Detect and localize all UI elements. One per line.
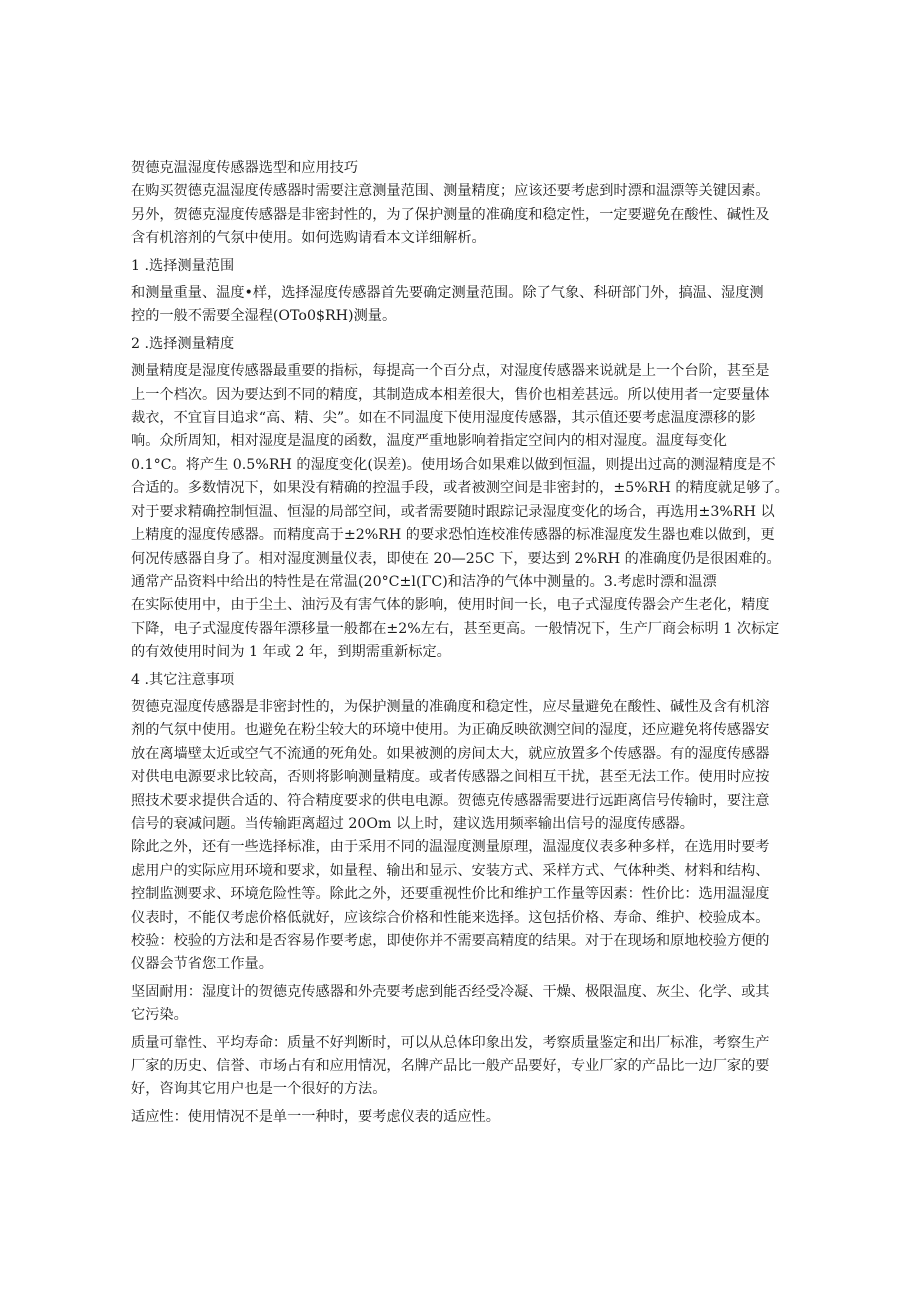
quality-line: 好，咨询其它用户也是一个很好的方法。 (131, 1081, 387, 1098)
quality-line: 质量可靠性、平均寿命：质量不好判断时，可以从总体印象出发，考察质量鉴定和出厂标准，考察生产 (131, 1034, 770, 1051)
section2-line: 在实际使用中，由于尘土、油污及有害气体的影响，使用时间一长，电子式湿度传器会产生老化，精度 (131, 597, 770, 614)
section1-line: 和测量重量、温度•样，选择湿度传感器首先要确定测量范围。除了气象、科研部门外，搞温、湿度测 (131, 285, 764, 302)
intro-line: 另外，贺德克湿度传感器是非密封性的，为了保护测量的准确度和稳定性，一定要避免在酸性、碱性及 (131, 206, 770, 223)
section2-line: 合适的。多数情况下，如果没有精确的控温手段，或者被测空间是非密封的，±5%RH 的精度就足够了。 (131, 480, 789, 497)
doc-title: 贺德克温湿度传感器选型和应用技巧 (131, 160, 359, 176)
section1-line: 控的一般不需要全湿程(OTo0$RH)测量。 (131, 308, 397, 325)
section2-line: 通常产品资料中给出的特性是在常温(20°C±l(ΓC)和洁净的气体中测量的。3.考虑时漂和温漂 (131, 573, 717, 590)
quality-line: 厂家的历史、信誉、市场占有和应用情况，名牌产品比一般产品要好，专业厂家的产品比一边厂家的要 (131, 1058, 770, 1075)
section2-line: 对于要求精确控制恒温、恒湿的局部空间，或者需要随时跟踪记录湿度变化的场合，再选用±3%RH 以 (131, 503, 775, 520)
other-criteria-line: 除此之外，还有一些选择标准，由于采用不同的温湿度测量原理，温湿度仪表多种多样，在选用时要考 (131, 839, 770, 856)
other-criteria-line: 控制监测要求、环境危险性等。除此之外，还要重视性价比和维护工作量等因素：性价比：选用温湿度 (131, 886, 770, 903)
section2-line: 下降，电子式湿度传器年漂移量一般都在±2%左右，甚至更高。一般情况下，生产厂商会标明 1 次标定 (131, 620, 780, 637)
section-heading-1: 1 .选择测量范围 (131, 257, 235, 274)
section4-line: 剂的气氛中使用。也避免在粉尘较大的环境中使用。为正确反映欲测空间的湿度，还应避免将传感器安 (131, 722, 770, 739)
section-heading-2: 2 .选择测量精度 (131, 335, 235, 352)
intro-line: 含有机溶剂的气氛中使用。如何选购请看本文详细解析。 (131, 230, 486, 247)
section2-line: 测量精度是湿度传感器最重要的指标，每提高一个百分点，对湿度传感器来说就是上一个台阶，甚至是 (131, 363, 770, 380)
durable-line: 坚固耐用：湿度计的贺德克传感器和外壳要考虑到能否经受冷凝、干燥、极限温度、灰尘、化学、或其 (131, 983, 770, 1000)
section2-line: 裁衣，不宜盲目追求“高、精、尖”。如在不同温度下使用湿度传感器，其示值还要考虑温度漂移的影 (131, 410, 756, 427)
section4-line: 信号的衰减问题。当传输距离超过 20Om 以上时，建议选用频率输出信号的湿度传感器。 (131, 815, 694, 832)
section2-line: 何况传感器自身了。相对湿度测量仪表，即使在 20—25C 下，要达到 2%RH 的准确度仍是很困难的。 (131, 550, 781, 567)
intro-line: 在购买贺德克温湿度传感器时需要注意测量范围、测量精度；应该还要考虑到时漂和温漂等关键因素。 (131, 183, 770, 200)
section2-line: 上精度的湿度传感器。而精度高于±2%RH 的要求恐怕连校准传感器的标准湿度发生器也难以做到，更 (131, 527, 775, 544)
section4-line: 照技术要求提供合适的、符合精度要求的供电电源。贺德克传感器需要进行远距离信号传输时，要注意 (131, 792, 770, 809)
other-criteria-line: 校验：校验的方法和是否容易作要考虑，即使你并不需要高精度的结果。对于在现场和原地校验方便的 (131, 933, 770, 949)
section2-line: 上一个档次。因为要达到不同的精度，其制造成本相差很大，售价也相差甚远。所以使用者一定要量体 (131, 386, 770, 403)
section4-line: 对供电电源要求比较高，否则将影响测量精度。或者传感器之间相互干扰，甚至无法工作。使用时应按 (131, 769, 770, 786)
section2-line: 响。众所周知，相对湿度是温度的函数，温度严重地影响着指定空间内的相对湿度。温度每变化 (131, 433, 727, 450)
document-page (131, 157, 801, 1129)
other-criteria-line: 仪器会节省您工作量。 (131, 956, 273, 973)
other-criteria-line: 仪表时，不能仅考虑价格低就好，应该综合价格和性能来选择。这包括价格、寿命、维护、校验成本。 (131, 909, 770, 926)
other-criteria-line: 虑用户的实际应用环境和要求，如量程、输出和显示、安装方式、采样方式、气体种类、材料和结构、 (131, 862, 770, 879)
section4-line: 贺德克湿度传感器是非密封性的，为保护测量的准确度和稳定性，应尽量避免在酸性、碱性及含有机溶 (131, 698, 770, 715)
adaptability-line: 适应性：使用情况不是单一一种时，要考虑仪表的适应性。 (131, 1108, 500, 1125)
section4-line: 放在离墙壁太近或空气不流通的死角处。如果被测的房间太大，就应放置多个传感器。有的湿度传感器 (131, 745, 770, 762)
section2-line: 0.1°C。将产生 0.5%RH 的湿度变化(误差)。使用场合如果难以做到恒温，则提出过高的测湿精度是不 (131, 456, 776, 473)
durable-line: 它污染。 (131, 1007, 188, 1024)
section2-line: 的有效使用时间为 1 年或 2 年，到期需重新标定。 (131, 644, 451, 661)
section-heading-4: 4 .其它注意事项 (131, 671, 235, 688)
